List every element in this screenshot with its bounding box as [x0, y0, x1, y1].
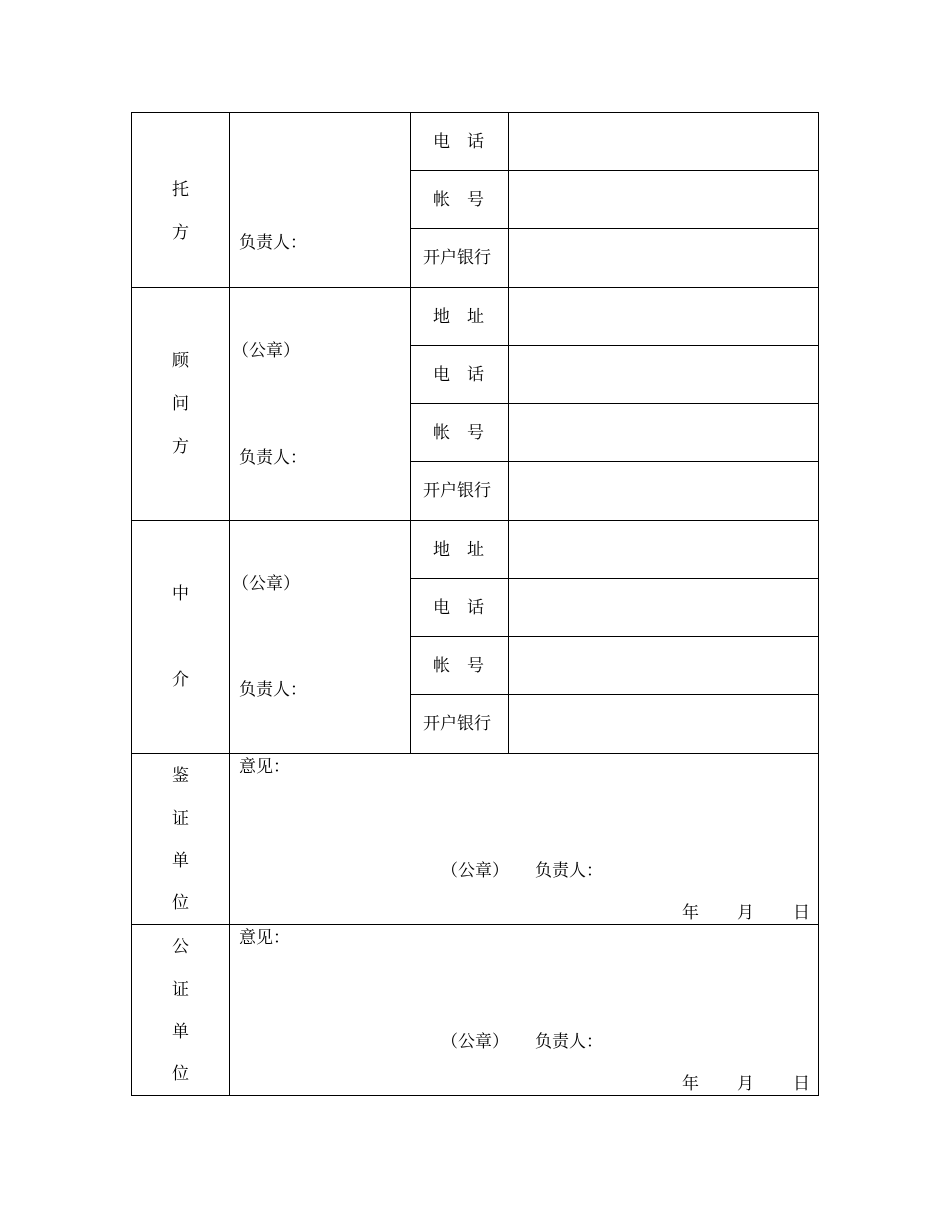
account-value-field[interactable]: [509, 637, 818, 694]
responsible-label: 负责人：: [239, 448, 307, 468]
side-label-char: 托: [172, 180, 189, 200]
divider: [410, 113, 411, 753]
seal-label: （公章）: [232, 574, 300, 594]
date-month-label: 月: [737, 903, 754, 923]
opinion-label: 意见：: [239, 757, 290, 777]
responsible-label: 负责人：: [239, 680, 307, 700]
side-label-char: 介: [172, 670, 189, 690]
side-label-char: 鉴: [172, 766, 189, 786]
date-year-label: 年: [682, 1074, 699, 1094]
side-label-char: 位: [172, 893, 189, 913]
side-label-char: 单: [172, 1022, 189, 1042]
opinion-label: 意见：: [239, 928, 290, 948]
bank-value-field[interactable]: [509, 695, 818, 753]
account-value-field[interactable]: [509, 404, 818, 461]
field-label-address: 地址: [433, 307, 501, 327]
divider: [132, 753, 818, 754]
seal-label: （公章）: [441, 861, 509, 881]
side-label-char: 公: [172, 937, 189, 957]
divider: [229, 113, 230, 1095]
responsible-label: 负责人：: [239, 233, 307, 253]
side-label-char: 证: [172, 980, 189, 1000]
date-day-label: 日: [793, 1074, 810, 1094]
account-value-field[interactable]: [509, 171, 818, 228]
field-label-address: 地址: [433, 540, 501, 560]
seal-label: （公章）: [441, 1032, 509, 1052]
phone-value-field[interactable]: [509, 346, 818, 403]
seal-label: （公章）: [232, 341, 300, 361]
side-label-char: 位: [172, 1064, 189, 1084]
opinion-field[interactable]: [230, 950, 818, 1020]
field-label-phone: 电话: [433, 132, 501, 152]
side-label-char: 证: [172, 809, 189, 829]
divider: [132, 924, 818, 925]
field-label-bank: 开户银行: [423, 481, 491, 501]
opinion-field[interactable]: [230, 779, 818, 849]
address-value-field[interactable]: [509, 288, 818, 345]
date-month-label: 月: [737, 1074, 754, 1094]
responsible-label: 负责人：: [535, 861, 603, 881]
field-label-bank: 开户银行: [423, 714, 491, 734]
field-label-account: 帐号: [433, 190, 501, 210]
field-label-account: 帐号: [433, 656, 501, 676]
field-label-bank: 开户银行: [423, 248, 491, 268]
address-value-field[interactable]: [509, 521, 818, 578]
side-label-char: 方: [172, 223, 189, 243]
phone-value-field[interactable]: [509, 579, 818, 636]
side-label-char: 问: [172, 394, 189, 414]
field-label-phone: 电话: [433, 598, 501, 618]
side-label-char: 顾: [172, 351, 189, 371]
date-year-label: 年: [682, 903, 699, 923]
field-label-account: 帐号: [433, 423, 501, 443]
date-day-label: 日: [793, 903, 810, 923]
phone-value-field[interactable]: [509, 113, 818, 170]
side-label-char: 方: [172, 437, 189, 457]
responsible-label: 负责人：: [535, 1032, 603, 1052]
bank-value-field[interactable]: [509, 229, 818, 287]
field-label-phone: 电话: [433, 365, 501, 385]
bank-value-field[interactable]: [509, 462, 818, 520]
side-label-char: 单: [172, 851, 189, 871]
side-label-char: 中: [172, 584, 189, 604]
agreement-signature-form: [131, 112, 819, 1096]
